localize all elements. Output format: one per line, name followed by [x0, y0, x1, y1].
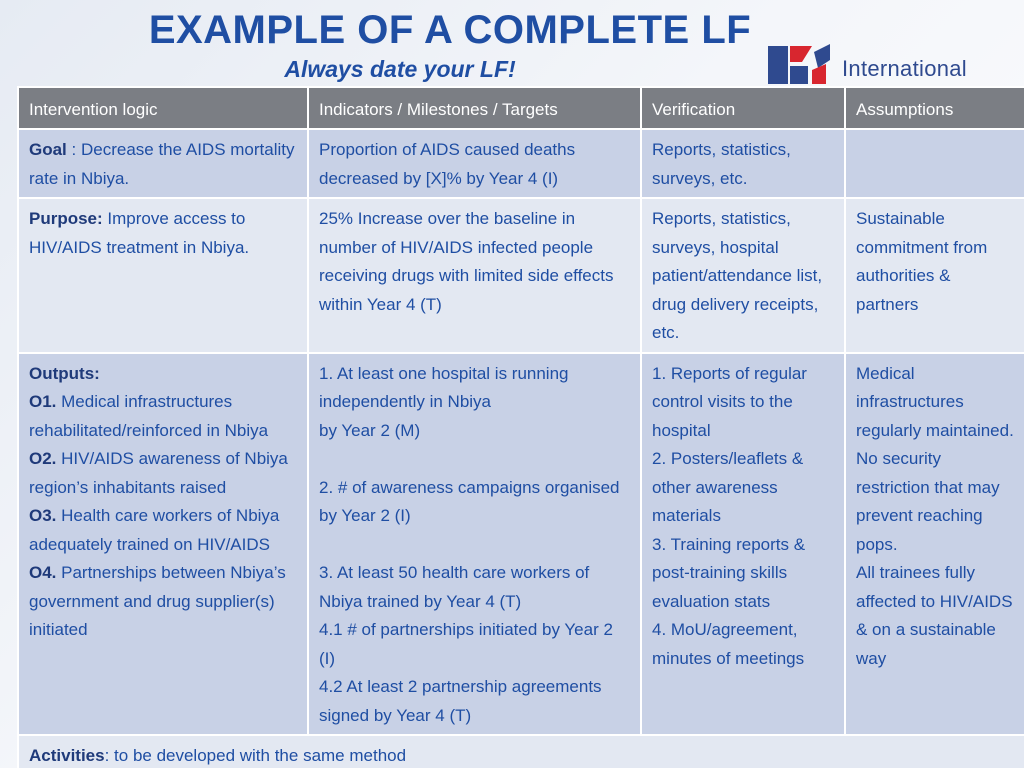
indicator-line: by Year 2 (M)	[319, 420, 421, 440]
logo-mark-icon	[768, 44, 832, 86]
verification-line: 4. MoU/agreement, minutes of meetings	[652, 620, 805, 668]
purpose-verification-cell: Reports, statistics, surveys, hospital patient/attendance list, drug delivery receipts, etc.	[641, 198, 845, 353]
purpose-indicator-cell: 25% Increase over the baseline in number of HIV/AIDS infected people receiving drugs with limited side effects within Year 4 (T)	[308, 198, 641, 353]
outputs-verification-cell	[641, 353, 845, 736]
output-code: O3.	[29, 506, 57, 525]
goal-assumptions-cell	[845, 129, 1024, 198]
goal-row	[18, 129, 1024, 198]
logframe-table	[17, 86, 1024, 768]
spacer	[319, 445, 630, 474]
verification-line: 2. Posters/leaflets & other awareness materials	[652, 449, 804, 525]
purpose-assumptions-cell: Sustainable commitment from authorities & partners	[845, 198, 1024, 353]
output-item	[29, 445, 297, 502]
assumption-line: All trainees fully affected to HIV/AIDS & on a sustainable way	[856, 563, 1013, 668]
output-code: O4.	[29, 563, 57, 582]
activities-row	[18, 735, 1024, 768]
assumption-line: No security restriction that may prevent reaching pops.	[856, 449, 1000, 554]
outputs-label: Outputs:	[29, 363, 100, 383]
header-indicators: Indicators / Milestones / Targets	[308, 87, 641, 129]
goal-indicator-cell: Proportion of AIDS caused deaths decreased by [X]% by Year 4 (I)	[308, 129, 641, 198]
page-subtitle: Always date your LF!	[284, 56, 516, 82]
indicator-line: 3. At least 50 health care workers of Nbiya trained by Year 4 (T)	[319, 563, 590, 611]
purpose-row	[18, 198, 1024, 353]
output-item	[29, 502, 297, 559]
table-header-row	[18, 87, 1024, 129]
activities-text: : to be developed with the same method	[104, 746, 407, 765]
purpose-label: Purpose:	[29, 209, 103, 228]
goal-logic-cell	[18, 129, 308, 198]
output-code: O1.	[29, 392, 57, 411]
outputs-indicator-cell	[308, 353, 641, 736]
header-intervention-logic: Intervention logic	[18, 87, 308, 129]
goal-label: Goal	[29, 140, 67, 159]
output-item	[29, 559, 297, 645]
output-text: HIV/AIDS awareness of Nbiya region’s inhabitants raised	[29, 449, 288, 497]
logo-text: International	[842, 56, 967, 81]
organization-logo	[768, 44, 998, 86]
outputs-row	[18, 353, 1024, 736]
goal-verification-cell: Reports, statistics, surveys, etc.	[641, 129, 845, 198]
output-text: Health care workers of Nbiya adequately trained on HIV/AIDS	[29, 506, 280, 554]
indicator-line: 2. # of awareness campaigns organised by Year 2 (I)	[319, 477, 620, 525]
activities-cell	[18, 735, 1024, 768]
header-verification: Verification	[641, 87, 845, 129]
page-title: EXAMPLE OF A COMPLETE LF	[148, 8, 752, 52]
outputs-logic-cell	[18, 353, 308, 736]
output-item	[29, 388, 297, 445]
indicator-line: 1. At least one hospital is running independently in Nbiya	[319, 363, 569, 411]
header-assumptions: Assumptions	[845, 87, 1024, 129]
spacer	[319, 531, 630, 560]
verification-line: 1. Reports of regular control visits to the hospital	[652, 363, 807, 440]
assumption-line: Medical infrastructures regularly maintained.	[856, 363, 1014, 440]
output-text: Partnerships between Nbiya’s government and drug supplier(s) initiated	[29, 563, 286, 639]
purpose-text: Improve access to HIV/AIDS treatment in Nbiya.	[29, 209, 250, 257]
activities-label: Activities	[29, 746, 105, 765]
output-text: Medical infrastructures rehabilitated/reinforced in Nbiya	[29, 392, 269, 440]
verification-line: 3. Training reports & post-training skills evaluation stats	[652, 534, 806, 611]
output-code: O2.	[29, 449, 57, 468]
goal-text: : Decrease the AIDS mortality rate in Nbiya.	[29, 140, 295, 188]
indicator-line: 4.2 At least 2 partnership agreements signed by Year 4 (T)	[319, 677, 602, 725]
indicator-line: 4.1 # of partnerships initiated by Year 2 (I)	[319, 620, 613, 668]
purpose-logic-cell	[18, 198, 308, 353]
outputs-assumptions-cell	[845, 353, 1024, 736]
